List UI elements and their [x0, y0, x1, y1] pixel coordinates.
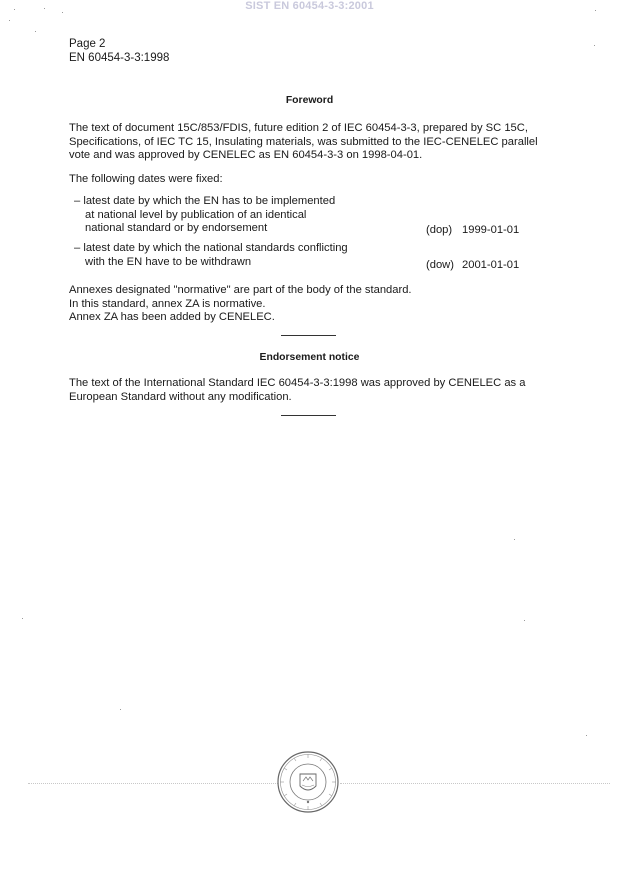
- date-code: (dow): [426, 259, 454, 271]
- scan-speck: [9, 20, 10, 21]
- dates-intro: The following dates were fixed:: [69, 173, 223, 185]
- scan-speck: [586, 735, 587, 736]
- annex-line: Annexes designated "normative" are part of the body of the standard.: [69, 284, 412, 296]
- scan-speck: [44, 8, 45, 9]
- document-id: EN 60454-3-3:1998: [69, 51, 170, 64]
- scan-speck: [120, 709, 121, 710]
- annex-line: In this standard, annex ZA is normative.: [69, 297, 266, 310]
- date-item-line: – latest date by which the national standards conflicting: [74, 242, 384, 256]
- date-item-text: [74, 195, 384, 236]
- date-item-line: at national level by publication of an identical: [85, 208, 307, 221]
- scan-speck: [14, 9, 15, 10]
- foreword-line: The text of document 15C/853/FDIS, future edition 2 of IEC 60454-3-3, prepared by SC 15C,: [69, 122, 528, 134]
- date-item-line: national standard or by endorsement: [85, 222, 268, 235]
- endorsement-paragraph: [69, 377, 559, 404]
- scan-artifact-line: [340, 783, 610, 784]
- date-item-text: [74, 242, 384, 269]
- scan-artifact-line: [28, 783, 278, 784]
- foreword-line: vote and was approved by CENELEC as EN 60454-3-3 on 1998-04-01.: [69, 149, 423, 162]
- watermark: SIST EN 60454-3-3:2001: [245, 0, 374, 12]
- scan-speck: [595, 10, 596, 11]
- annex-paragraph: [69, 284, 555, 325]
- annex-line: Annex ZA has been added by CENELEC.: [69, 311, 275, 324]
- scan-speck: [22, 618, 23, 619]
- endorsement-heading: Endorsement notice: [259, 352, 360, 363]
- scan-speck: [594, 45, 595, 46]
- section-divider: [281, 415, 336, 416]
- foreword-paragraph: [69, 122, 559, 163]
- date-item-dow: [74, 242, 534, 272]
- endorsement-line: The text of the International Standard IEC 60454-3-3:1998 was approved by CENELEC as a: [69, 377, 526, 389]
- page-header: [69, 38, 169, 65]
- page-number: Page 2: [69, 38, 106, 50]
- scan-speck: [514, 539, 515, 540]
- section-divider: [281, 335, 336, 336]
- date-code: (dop): [426, 224, 453, 236]
- foreword-line: Specifications, of IEC TC 15, Insulating materials, was submitted to the IEC-CENELEC parallel: [69, 135, 538, 148]
- date-item-line: with the EN have to be withdrawn: [85, 255, 252, 268]
- date-value: 1999-01-01: [462, 224, 520, 236]
- date-value: 2001-01-01: [462, 259, 520, 271]
- foreword-heading: Foreword: [285, 95, 334, 106]
- official-seal-stamp: [276, 750, 340, 814]
- scan-speck: [524, 620, 525, 621]
- scan-speck: [35, 31, 36, 32]
- date-item-dop: [74, 195, 534, 237]
- scan-speck: [62, 12, 63, 13]
- endorsement-line: European Standard without any modification.: [69, 390, 292, 403]
- date-item-line: – latest date by which the EN has to be implemented: [74, 195, 384, 209]
